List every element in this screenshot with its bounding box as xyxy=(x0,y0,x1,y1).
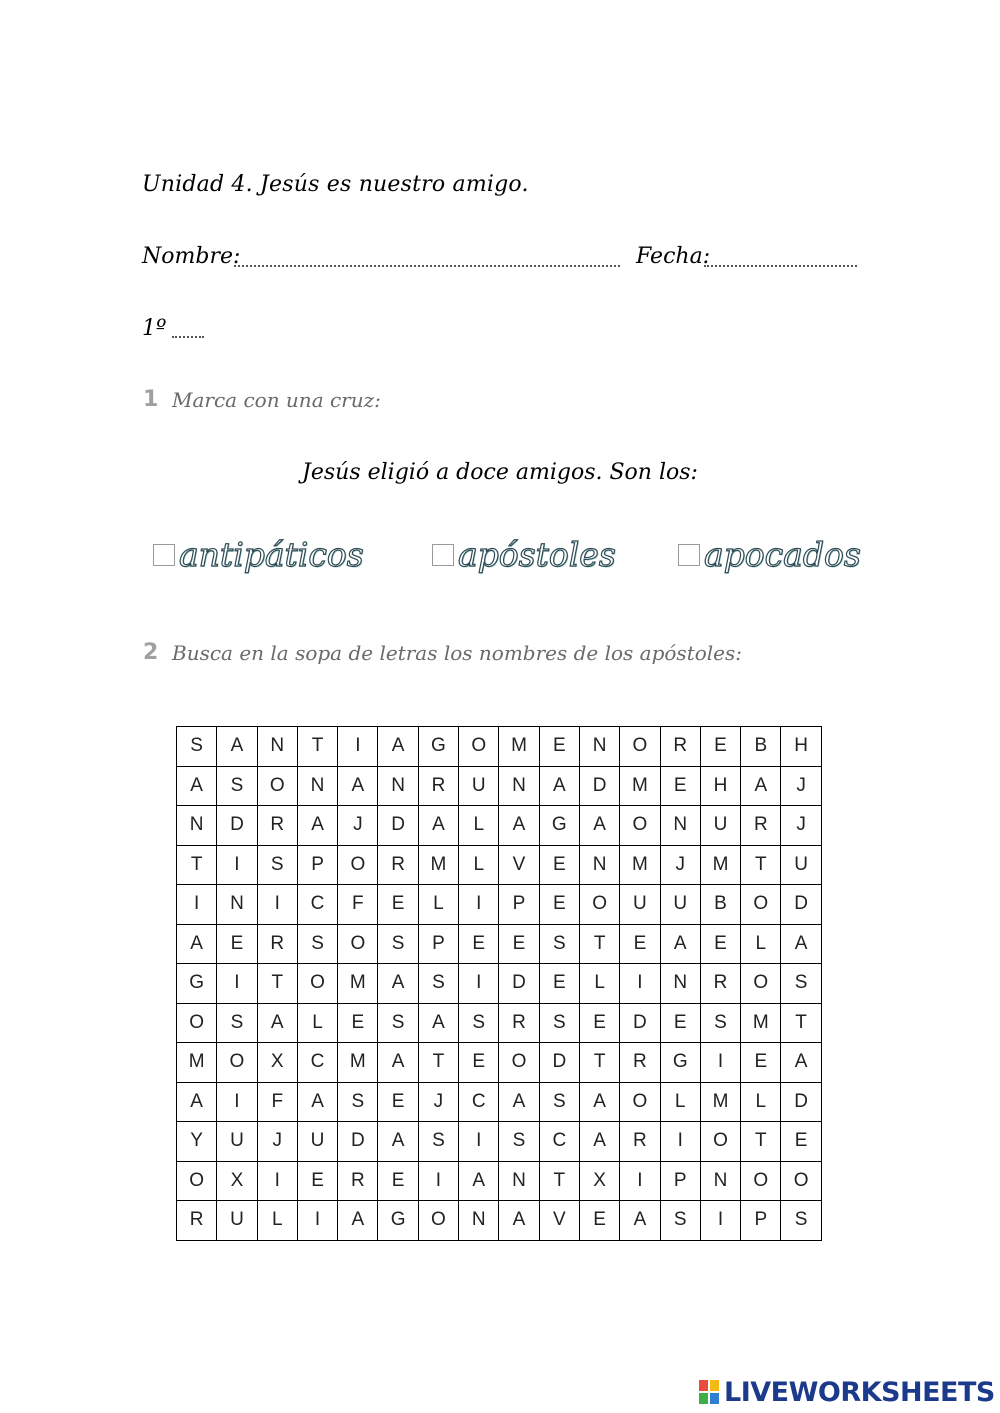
grid-cell[interactable]: A xyxy=(539,766,579,806)
grid-cell[interactable]: R xyxy=(620,1043,660,1083)
grid-row xyxy=(177,806,822,846)
grid-row xyxy=(177,1161,822,1201)
grid-cell[interactable]: D xyxy=(620,1003,660,1043)
grid-cell[interactable]: M xyxy=(741,1003,781,1043)
grid-cell[interactable]: B xyxy=(741,727,781,767)
grid-cell[interactable]: A xyxy=(177,766,217,806)
grid-cell[interactable]: I xyxy=(459,1122,499,1162)
grid-cell[interactable]: J xyxy=(660,845,700,885)
grid-cell[interactable]: T xyxy=(781,1003,821,1043)
grid-cell[interactable]: E xyxy=(579,1003,619,1043)
grid-cell[interactable]: U xyxy=(297,1122,337,1162)
grid-cell[interactable]: U xyxy=(459,766,499,806)
grid-cell[interactable]: S xyxy=(257,845,297,885)
grid-cell[interactable]: E xyxy=(539,727,579,767)
grid-cell[interactable]: N xyxy=(700,1161,740,1201)
logo-icon xyxy=(699,1380,721,1406)
grid-cell[interactable]: O xyxy=(217,1043,257,1083)
grid-cell[interactable]: N xyxy=(660,964,700,1004)
grid-cell[interactable]: T xyxy=(257,964,297,1004)
grid-cell[interactable]: T xyxy=(297,727,337,767)
grid-cell[interactable]: S xyxy=(177,727,217,767)
grid-cell[interactable]: E xyxy=(781,1122,821,1162)
grid-cell[interactable]: D xyxy=(781,885,821,925)
grid-cell[interactable]: A xyxy=(499,806,539,846)
checkbox-apostoles[interactable] xyxy=(432,544,454,566)
grid-cell[interactable]: M xyxy=(418,845,458,885)
grid-cell[interactable]: L xyxy=(660,1082,700,1122)
grid-row xyxy=(177,766,822,806)
grid-cell[interactable]: F xyxy=(338,885,378,925)
exercise-1-number: 1 xyxy=(143,387,159,412)
grid-cell[interactable]: X xyxy=(257,1043,297,1083)
grid-row xyxy=(177,885,822,925)
grid-cell[interactable]: L xyxy=(459,845,499,885)
grid-cell[interactable]: F xyxy=(257,1082,297,1122)
grid-cell[interactable]: A xyxy=(338,1201,378,1241)
grid-cell[interactable]: T xyxy=(579,1043,619,1083)
grid-cell[interactable]: E xyxy=(459,924,499,964)
grid-cell[interactable]: R xyxy=(660,727,700,767)
grid-cell[interactable]: N xyxy=(378,766,418,806)
grid-cell[interactable]: I xyxy=(217,845,257,885)
grid-cell[interactable]: C xyxy=(459,1082,499,1122)
grid-cell[interactable]: S xyxy=(418,1122,458,1162)
grid-cell[interactable]: E xyxy=(539,885,579,925)
option-apostoles[interactable] xyxy=(432,535,616,574)
grid-cell[interactable]: T xyxy=(741,1122,781,1162)
grid-cell[interactable]: O xyxy=(499,1043,539,1083)
grid-cell[interactable]: N xyxy=(177,806,217,846)
grid-cell[interactable]: E xyxy=(378,1082,418,1122)
exercise-1-instruction: Marca con una cruz: xyxy=(172,388,381,412)
grid-cell[interactable]: I xyxy=(297,1201,337,1241)
grid-cell[interactable]: V xyxy=(499,845,539,885)
grid-cell[interactable]: E xyxy=(700,727,740,767)
grid-cell[interactable]: E xyxy=(579,1201,619,1241)
grid-cell[interactable]: I xyxy=(418,1161,458,1201)
grid-cell[interactable]: N xyxy=(499,1161,539,1201)
grid-cell[interactable]: I xyxy=(700,1201,740,1241)
grid-cell[interactable]: A xyxy=(297,1082,337,1122)
grid-cell[interactable]: I xyxy=(459,885,499,925)
grid-cell[interactable]: E xyxy=(297,1161,337,1201)
grid-cell[interactable]: A xyxy=(499,1082,539,1122)
grid-cell[interactable]: D xyxy=(781,1082,821,1122)
grid-cell[interactable]: U xyxy=(660,885,700,925)
grid-cell[interactable]: O xyxy=(741,964,781,1004)
grid-cell[interactable]: A xyxy=(418,1003,458,1043)
grid-cell[interactable]: I xyxy=(217,964,257,1004)
grid-cell[interactable]: I xyxy=(177,885,217,925)
grid-cell[interactable]: G xyxy=(539,806,579,846)
grid-cell[interactable]: R xyxy=(257,806,297,846)
grid-cell[interactable]: N xyxy=(459,1201,499,1241)
grid-cell[interactable]: P xyxy=(418,924,458,964)
grid-cell[interactable]: S xyxy=(539,924,579,964)
grid-cell[interactable]: S xyxy=(217,1003,257,1043)
grid-cell[interactable]: S xyxy=(781,1201,821,1241)
grid-cell[interactable]: G xyxy=(418,727,458,767)
grid-cell[interactable]: E xyxy=(338,1003,378,1043)
option-apocados[interactable] xyxy=(678,535,861,574)
grid-cell[interactable]: A xyxy=(620,1201,660,1241)
grid-cell[interactable]: A xyxy=(217,727,257,767)
grid-cell[interactable]: R xyxy=(257,924,297,964)
grid-cell[interactable]: J xyxy=(257,1122,297,1162)
grid-cell[interactable]: U xyxy=(620,885,660,925)
grid-cell[interactable]: A xyxy=(297,806,337,846)
grid-row xyxy=(177,1201,822,1241)
grid-cell[interactable]: A xyxy=(660,924,700,964)
grid-cell[interactable]: R xyxy=(338,1161,378,1201)
grid-cell[interactable]: A xyxy=(177,1082,217,1122)
grid-cell[interactable]: E xyxy=(539,964,579,1004)
grid-row xyxy=(177,845,822,885)
grid-cell[interactable]: T xyxy=(741,845,781,885)
grid-cell[interactable]: L xyxy=(741,924,781,964)
brand-text: LIVEWORKSHEETS xyxy=(724,1377,995,1408)
logo-square-3 xyxy=(699,1393,708,1404)
grid-cell[interactable]: S xyxy=(378,1003,418,1043)
exercise-1-subtitle: Jesús eligió a doce amigos. Son los: xyxy=(302,460,698,485)
grid-cell[interactable]: E xyxy=(217,924,257,964)
grid-cell[interactable]: A xyxy=(378,1043,418,1083)
grid-cell[interactable]: A xyxy=(579,1082,619,1122)
grid-row xyxy=(177,964,822,1004)
grid-cell[interactable]: A xyxy=(741,766,781,806)
grid-cell[interactable]: R xyxy=(499,1003,539,1043)
grid-row xyxy=(177,727,822,767)
grid-cell[interactable]: M xyxy=(338,964,378,1004)
grid-cell[interactable]: E xyxy=(620,924,660,964)
grid-cell[interactable]: M xyxy=(338,1043,378,1083)
grid-cell[interactable]: A xyxy=(257,1003,297,1043)
grid-cell[interactable]: O xyxy=(257,766,297,806)
grid-cell[interactable]: E xyxy=(378,1161,418,1201)
grid-cell[interactable]: M xyxy=(499,727,539,767)
grid-cell[interactable]: L xyxy=(579,964,619,1004)
grid-cell[interactable]: J xyxy=(418,1082,458,1122)
grid-cell[interactable]: S xyxy=(217,766,257,806)
name-label: Nombre: xyxy=(142,244,241,269)
grid-cell[interactable]: U xyxy=(217,1122,257,1162)
grid-cell[interactable]: O xyxy=(620,727,660,767)
grid-cell[interactable]: U xyxy=(700,806,740,846)
grid-cell[interactable]: S xyxy=(459,1003,499,1043)
grid-cell[interactable]: C xyxy=(539,1122,579,1162)
grid-cell[interactable]: N xyxy=(579,727,619,767)
grid-cell[interactable]: E xyxy=(741,1043,781,1083)
grid-cell[interactable]: X xyxy=(579,1161,619,1201)
grid-cell[interactable]: O xyxy=(459,727,499,767)
grid-cell[interactable]: M xyxy=(177,1043,217,1083)
grid-cell[interactable]: R xyxy=(700,964,740,1004)
grid-cell[interactable]: A xyxy=(338,766,378,806)
grid-cell[interactable]: D xyxy=(217,806,257,846)
grid-cell[interactable]: I xyxy=(217,1082,257,1122)
grid-cell[interactable]: O xyxy=(338,845,378,885)
grid-cell[interactable]: O xyxy=(177,1161,217,1201)
grid-cell[interactable]: A xyxy=(177,924,217,964)
date-field[interactable] xyxy=(704,265,857,267)
grid-cell[interactable]: D xyxy=(338,1122,378,1162)
grid-cell[interactable]: O xyxy=(177,1003,217,1043)
grid-cell[interactable]: E xyxy=(539,845,579,885)
grid-cell[interactable]: A xyxy=(579,806,619,846)
grid-cell[interactable]: L xyxy=(418,885,458,925)
name-field[interactable] xyxy=(234,265,620,267)
grid-cell[interactable]: I xyxy=(660,1122,700,1162)
grid-cell[interactable]: S xyxy=(539,1003,579,1043)
word-search-grid[interactable] xyxy=(176,726,822,1241)
grid-cell[interactable]: S xyxy=(700,1003,740,1043)
grid-cell[interactable]: O xyxy=(579,885,619,925)
grid-cell[interactable]: D xyxy=(579,766,619,806)
grid-cell[interactable]: R xyxy=(378,845,418,885)
grid-cell[interactable]: L xyxy=(297,1003,337,1043)
grid-cell[interactable]: O xyxy=(620,806,660,846)
grid-cell[interactable]: O xyxy=(297,964,337,1004)
grid-cell[interactable]: N xyxy=(499,766,539,806)
exercise-2-number: 2 xyxy=(143,640,159,665)
grid-row xyxy=(177,1003,822,1043)
grade-label: 1º xyxy=(142,316,167,341)
grid-cell[interactable]: I xyxy=(257,1161,297,1201)
grid-cell[interactable]: D xyxy=(539,1043,579,1083)
grid-cell[interactable]: P xyxy=(499,885,539,925)
grid-cell[interactable]: T xyxy=(418,1043,458,1083)
grid-cell[interactable]: D xyxy=(499,964,539,1004)
grid-cell[interactable]: A xyxy=(781,924,821,964)
grid-cell[interactable]: R xyxy=(620,1122,660,1162)
logo-square-1 xyxy=(699,1380,708,1391)
grid-cell[interactable]: E xyxy=(660,766,700,806)
grid-row xyxy=(177,1122,822,1162)
option-label: apocados xyxy=(704,535,861,574)
grid-cell[interactable]: S xyxy=(781,964,821,1004)
grid-cell[interactable]: S xyxy=(499,1122,539,1162)
grid-cell[interactable]: S xyxy=(539,1082,579,1122)
grid-cell[interactable]: A xyxy=(378,964,418,1004)
logo-square-2 xyxy=(710,1380,719,1391)
grid-cell[interactable]: A xyxy=(378,1122,418,1162)
exercise-2-instruction: Busca en la sopa de letras los nombres de los apóstoles: xyxy=(172,641,742,665)
checkbox-apocados[interactable] xyxy=(678,544,700,566)
grid-cell[interactable]: O xyxy=(741,1161,781,1201)
grid-cell[interactable]: P xyxy=(297,845,337,885)
grid-cell[interactable]: I xyxy=(338,727,378,767)
page-title: Unidad 4. Jesús es nuestro amigo. xyxy=(142,172,529,197)
grid-cell[interactable]: T xyxy=(539,1161,579,1201)
grid-cell[interactable]: M xyxy=(620,766,660,806)
grid-cell[interactable]: T xyxy=(177,845,217,885)
grid-cell[interactable]: H xyxy=(781,727,821,767)
grid-row xyxy=(177,1043,822,1083)
grid-cell[interactable]: I xyxy=(620,1161,660,1201)
grid-cell[interactable]: M xyxy=(700,1082,740,1122)
grid-cell[interactable]: N xyxy=(217,885,257,925)
grid-cell[interactable]: J xyxy=(338,806,378,846)
grid-cell[interactable]: A xyxy=(579,1122,619,1162)
grid-cell[interactable]: O xyxy=(418,1201,458,1241)
grid-cell[interactable]: E xyxy=(378,885,418,925)
grid-cell[interactable]: H xyxy=(700,766,740,806)
grid-cell[interactable]: N xyxy=(579,845,619,885)
grid-cell[interactable]: D xyxy=(378,806,418,846)
grid-cell[interactable]: U xyxy=(217,1201,257,1241)
grid-cell[interactable]: A xyxy=(499,1201,539,1241)
grid-cell[interactable]: R xyxy=(177,1201,217,1241)
grid-cell[interactable]: E xyxy=(499,924,539,964)
grid-cell[interactable]: O xyxy=(620,1082,660,1122)
grid-row xyxy=(177,1082,822,1122)
grade-field[interactable] xyxy=(172,336,204,338)
grid-cell[interactable]: S xyxy=(338,1082,378,1122)
grid-cell[interactable]: S xyxy=(418,964,458,1004)
grid-cell[interactable]: E xyxy=(660,1003,700,1043)
grid-cell[interactable]: C xyxy=(297,885,337,925)
grid-cell[interactable]: S xyxy=(660,1201,700,1241)
grid-cell[interactable]: I xyxy=(620,964,660,1004)
option-antipaticos[interactable] xyxy=(153,535,364,574)
grid-cell[interactable]: O xyxy=(700,1122,740,1162)
grid-cell[interactable]: E xyxy=(700,924,740,964)
option-label: antipáticos xyxy=(179,535,364,574)
grid-cell[interactable]: Y xyxy=(177,1122,217,1162)
grid-cell[interactable]: L xyxy=(459,806,499,846)
grid-cell[interactable]: J xyxy=(781,806,821,846)
date-label: Fecha: xyxy=(636,244,711,269)
grid-cell[interactable]: I xyxy=(257,885,297,925)
grid-cell[interactable]: M xyxy=(700,845,740,885)
grid-cell[interactable]: R xyxy=(418,766,458,806)
grid-cell[interactable]: S xyxy=(297,924,337,964)
grid-cell[interactable]: L xyxy=(741,1082,781,1122)
grid-cell[interactable]: A xyxy=(378,727,418,767)
checkbox-antipaticos[interactable] xyxy=(153,544,175,566)
grid-cell[interactable]: C xyxy=(297,1043,337,1083)
grid-cell[interactable]: P xyxy=(741,1201,781,1241)
grid-cell[interactable]: A xyxy=(418,806,458,846)
grid-cell[interactable]: E xyxy=(459,1043,499,1083)
grid-cell[interactable]: P xyxy=(660,1161,700,1201)
grid-cell[interactable]: O xyxy=(741,885,781,925)
grid-cell[interactable]: B xyxy=(700,885,740,925)
logo-square-4 xyxy=(710,1393,719,1404)
grid-cell[interactable]: T xyxy=(579,924,619,964)
grid-row xyxy=(177,924,822,964)
option-label: apóstoles xyxy=(458,535,616,574)
grid-cell[interactable]: I xyxy=(459,964,499,1004)
grid-cell[interactable]: G xyxy=(378,1201,418,1241)
grid-cell[interactable]: G xyxy=(177,964,217,1004)
grid-cell[interactable]: N xyxy=(660,806,700,846)
grid-cell[interactable]: S xyxy=(378,924,418,964)
liveworksheets-logo xyxy=(699,1377,995,1408)
grid-cell[interactable]: G xyxy=(660,1043,700,1083)
grid-cell[interactable]: O xyxy=(781,1161,821,1201)
grid-cell[interactable]: U xyxy=(781,845,821,885)
grid-cell[interactable]: A xyxy=(459,1161,499,1201)
grid-cell[interactable]: N xyxy=(297,766,337,806)
grid-cell[interactable]: L xyxy=(257,1201,297,1241)
grid-cell[interactable]: X xyxy=(217,1161,257,1201)
grid-cell[interactable]: R xyxy=(741,806,781,846)
grid-cell[interactable]: O xyxy=(338,924,378,964)
grid-cell[interactable]: J xyxy=(781,766,821,806)
grid-cell[interactable]: A xyxy=(781,1043,821,1083)
grid-cell[interactable]: I xyxy=(700,1043,740,1083)
grid-cell[interactable]: M xyxy=(620,845,660,885)
grid-cell[interactable]: V xyxy=(539,1201,579,1241)
grid-cell[interactable]: N xyxy=(257,727,297,767)
